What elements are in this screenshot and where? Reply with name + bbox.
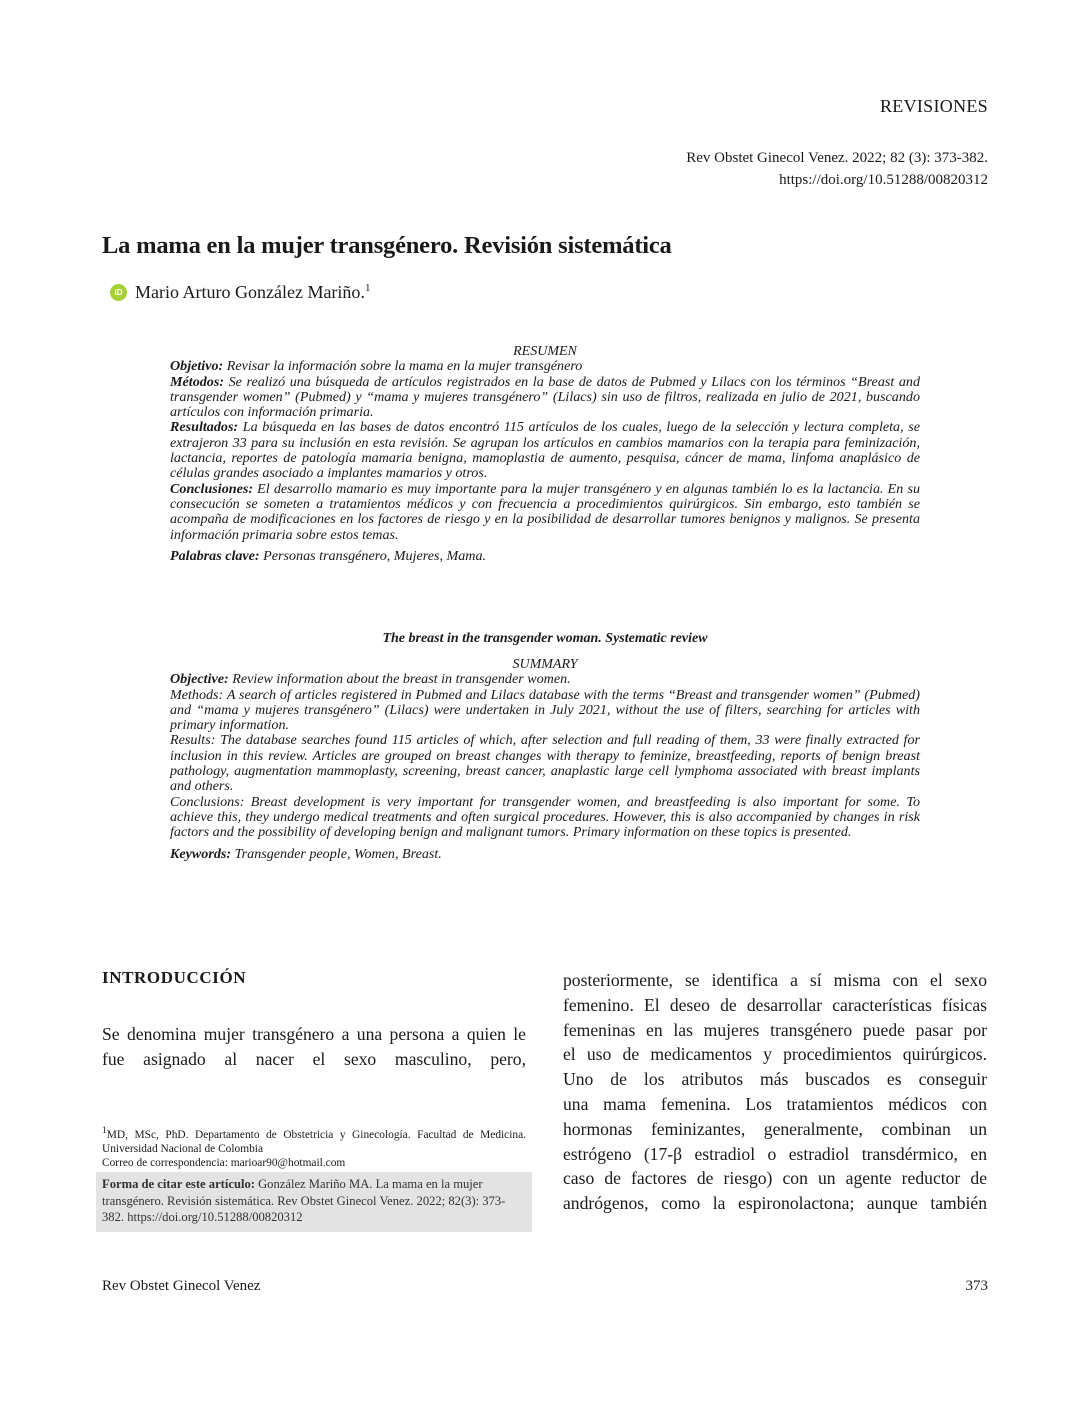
affiliation: $^1$MD, MSc, PhD. Departamento de Obstetricia y Ginecología. Facultad de Medicina. Universidad Nacional de Colombia — [102, 1126, 526, 1155]
journal-citation — [686, 147, 988, 191]
body-line: andrógenos, como la espironolactona; aunque también — [563, 1193, 987, 1214]
article-title: La mama en la mujer transgénero. Revisión sistemática — [102, 232, 672, 259]
author-name: Mario Arturo González Mariño.$^1$ — [135, 282, 371, 302]
conclusiones-paragraph: Conclusiones: El desarrollo mamario es muy importante para la mujer transgénero y en algunas también lo es la lactancia. En su consecución se someten a tratamientos médicos y con frecuencia a procedimientos quirúrgicos. Sin embargo, esto también se acompaña de modificaciones en los factores de riesgo y en la posibilidad de desarrollar tumores benignos y malignos. Se presenta información primaria sobre estos temas. — [170, 480, 920, 543]
body-line: una mama femenina. Los tratamientos médicos con — [563, 1093, 987, 1114]
methods-paragraph: Methods: A search of articles registered in Pubmed and Lilacs database with the terms “Breast and transgender women” (Pubmed) and “mama y mujeres transgénero” (Lilacs) were undertaken in July 2021, without the use of filters, searching for articles with primary information. — [170, 686, 920, 734]
keywords: Keywords: Transgender people, Women, Breast. — [170, 845, 442, 862]
objective-paragraph: Objective: Review information about the breast in transgender women. — [170, 671, 571, 688]
summary-abstract — [170, 657, 920, 862]
correspondence: Correo de correspondencia: marioar90@hotmail.com — [102, 1156, 346, 1169]
body-line: posteriormente, se identifica a sí misma con el sexo — [563, 970, 987, 990]
body-line: estrógeno (17-β estradiol o estradiol transdérmico, en — [563, 1143, 987, 1164]
palabras-clave: Palabras clave: Personas transgénero, Mujeres, Mama. — [170, 547, 487, 564]
resumen-heading: RESUMEN — [513, 344, 577, 359]
cite-text: González Mariño MA. La mama en la mujer transgénero. Revisión sistemática. Rev Obstet Ginecol Venez. 2022; 82(3): 373-382. https://doi.org/10.51288/00820312 — [102, 1177, 506, 1224]
resultados-paragraph: Resultados: La búsqueda en las bases de datos encontró 115 artículos de los cuales, luego de la selección y lectura completa, se extrajeron 33 para su inclusión en esta revisión. Se agrupan los artículos en cambios mamarios con la terapia para feminización, lactancia, reportes de patología mamaria benigna, mamoplastia de aumento, pesquisa, cáncer de mama, linfoma anaplásico de células grandes asociado a implantes mamarios y otros. — [170, 419, 920, 482]
author-row — [110, 282, 370, 303]
english-title: The breast in the transgender woman. Systematic review — [382, 631, 708, 646]
intro-paragraph-right — [563, 968, 987, 1216]
results-paragraph: Results: The database searches found 115 articles of which, after selection and full reading of them, 33 were finally extracted for inclusion in this review. Articles are grouped on breast changes with therapy to feminize, breastfeeding, reports of benign breast pathology, augmentation mammoplasty, screening, breast cancer, anaplastic large cell lymphoma associated with breast implants and others. — [170, 732, 920, 795]
doi-link[interactable]: https://doi.org/10.51288/00820312 — [779, 172, 988, 188]
intro-heading: INTRODUCCIÓN — [102, 968, 247, 987]
orcid-icon[interactable]: iD — [110, 284, 127, 301]
intro-paragraph-left: Se denomina mujer transgénero a una persona a quien le fue asignado al nacer el sexo masculino, pero, — [102, 1024, 526, 1069]
body-line: el uso de medicamentos y procedimientos quirúrgicos. — [563, 1044, 987, 1065]
affiliation-footnote — [102, 1124, 526, 1170]
citation-volume: Rev Obstet Ginecol Venez. 2022; 82 (3): 373-382. — [686, 150, 988, 166]
body-line: Uno de los atributos más buscados es conseguir — [563, 1069, 987, 1090]
body-line: femeninas en las mujeres transgénero puede pasar por — [563, 1019, 987, 1040]
body-line: femenino. El deseo de desarrollar características físicas — [563, 994, 987, 1015]
section-label: REVISIONES — [879, 96, 988, 116]
body-line: caso de factores de riesgo) con un agente reductor de — [563, 1168, 987, 1189]
cite-box — [96, 1172, 532, 1232]
page-number: 373 — [965, 1278, 988, 1294]
cite-label: Forma de citar este artículo: — [102, 1177, 255, 1191]
metodos-paragraph: Métodos: Se realizó una búsqueda de artículos registrados en la base de datos de Pubmed y Lilacs con los términos “Breast and transgender women” (Pubmed) y “mama y mujeres transgénero” (Lilacs) sin uso de filtros, realizada en julio de 2021, buscando artículos con información primaria. — [170, 373, 920, 421]
body-line: hormonas feminizantes, generalmente, combinan un — [563, 1118, 987, 1139]
resumen-abstract — [170, 344, 920, 564]
footer-journal: Rev Obstet Ginecol Venez — [102, 1278, 261, 1294]
summary-heading: SUMMARY — [512, 657, 578, 672]
conclusions-paragraph: Conclusions: Breast development is very important for transgender women, and breastfeeding is also important for some. To achieve this, they undergo medical treatments and often surgical procedures. However, this is also accompanied by changes in risk factors and the possibility of developing benign and malignant tumors. Primary information on these topics is presented. — [170, 793, 920, 841]
objetivo-paragraph: Objetivo: Revisar la información sobre la mama en la mujer transgénero — [170, 358, 583, 375]
